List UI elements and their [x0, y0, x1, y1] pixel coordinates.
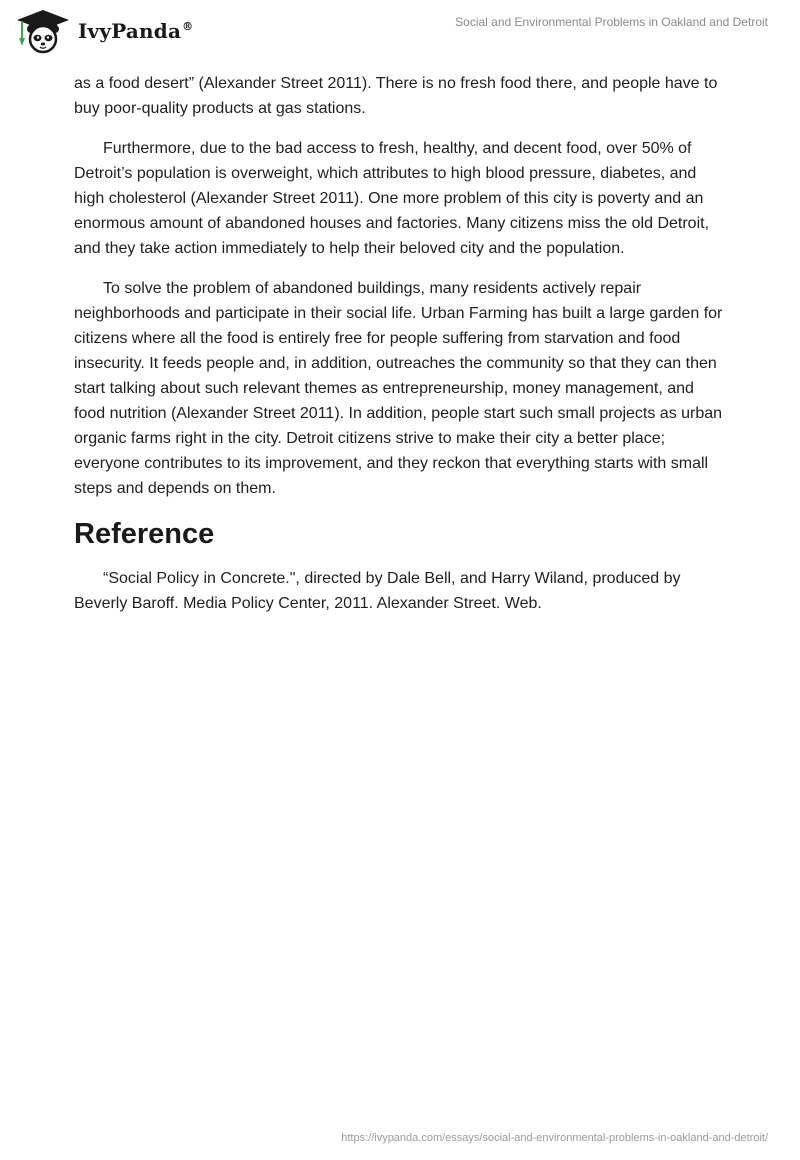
paragraph-1: as a food desert” (Alexander Street 2011). There is no fresh food there, and people have to buy poor-quality products at gas stations.: [74, 75, 718, 117]
document-title: Social and Environmental Problems in Oakland and Detroit: [455, 15, 768, 29]
paragraph-3: To solve the problem of abandoned buildings, many residents actively repair neighborhoods and participate in their social life. Urban Farming has built a large garden for citizens where all the food is entirely free for people suffering from starvation and food insecurity. It feeds people and, in addition, outreaches the community so that they can then start talking about such relevant themes as entrepreneurship, money management, and food nutrition (Alexander Street 2011). In addition, people start such small projects as urban organic farms right in the city. Detroit citizens strive to make their city a better place; everyone contributes to its improvement, and they reckon that everything starts with small steps and depends on them.: [74, 280, 723, 497]
paragraph-2: Furthermore, due to the bad access to fresh, healthy, and decent food, over 50% of Detroit’s population is overweight, which attributes to high blood pressure, diabetes, and high cholesterol (Alexander Street 2011). One more problem of this city is poverty and an enormous amount of abandoned houses and factories. Many citizens miss the old Detroit, and they take action immediately to help their beloved city and the population.: [74, 140, 710, 257]
essay-body: [74, 71, 724, 631]
reference-entry: “Social Policy in Concrete.", directed by Dale Bell, and Harry Wiland, produced by Beverly Baroff. Media Policy Center, 2011. Alexander Street. Web.: [74, 570, 681, 612]
registered-mark: ®: [182, 20, 194, 34]
page-header: [0, 0, 800, 64]
brand-name: IvyPanda®: [78, 19, 194, 43]
brand-logo[interactable]: [14, 8, 193, 54]
panda-graduate-icon: [14, 8, 72, 54]
reference-heading: Reference: [74, 518, 215, 550]
source-url[interactable]: https://ivypanda.com/essays/social-and-environmental-problems-in-oakland-and-detroit/: [341, 1132, 768, 1144]
